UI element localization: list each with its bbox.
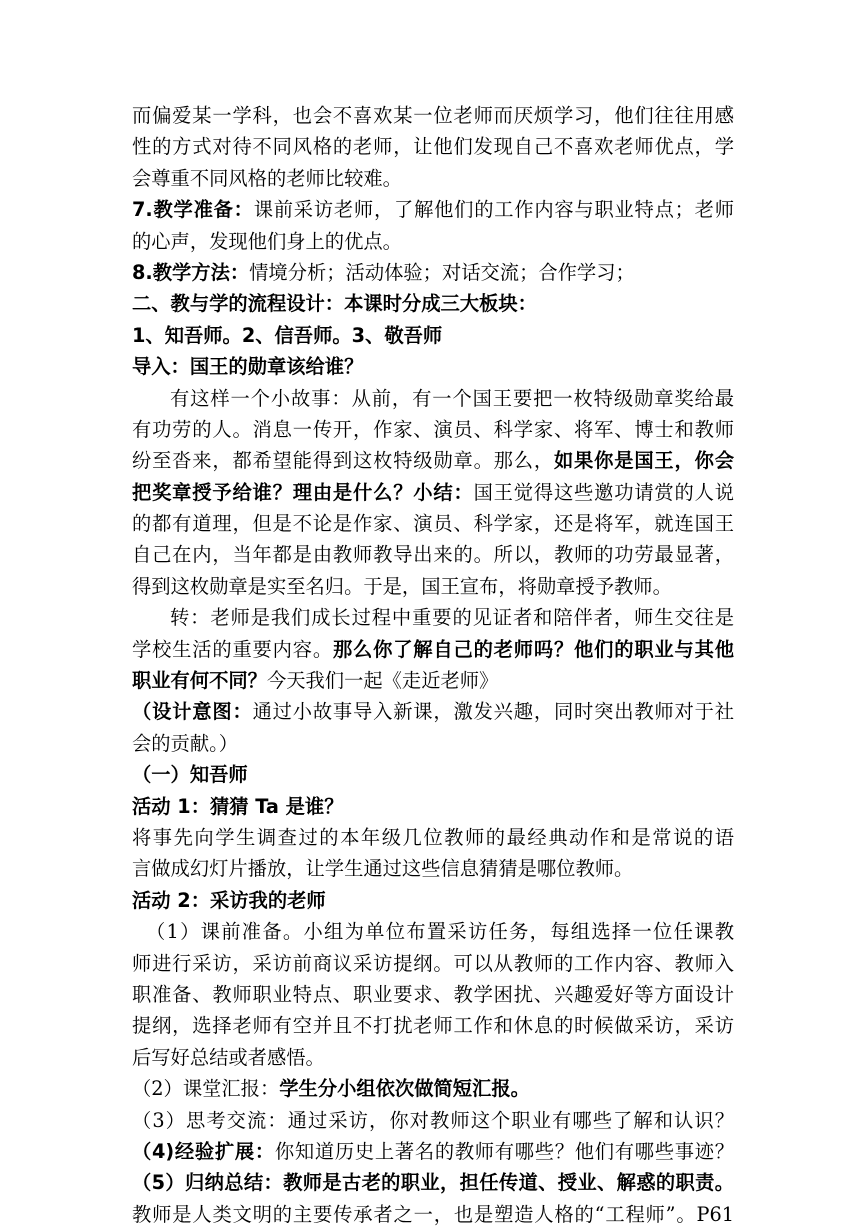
story-line: 得到这枚勋章是实至名归。于是，国王宣布，将勋章授予教师。 [132, 574, 672, 598]
transition-text: 今天我们一起《走近老师》 [266, 669, 499, 693]
text-line: 而偏爱某一学科，也会不喜欢某一位老师而厌烦学习，他们往往用感 [132, 104, 734, 127]
activity-line: 教师是人类文明的主要传承者之一，也是塑造人格的“工程师”。P61 [132, 1202, 734, 1226]
design-intent-text: 通过小故事导入新课，激发兴趣，同时突出教师对于社 [252, 700, 734, 724]
intro-heading: 导入：国王的勋章该给谁？ [132, 355, 364, 379]
activity-line: 后写好总结或者感悟。 [132, 1045, 325, 1069]
text-line: 性的方式对待不同风格的老师，让他们发现自己不喜欢老师优点，学 [132, 135, 734, 159]
part-heading: （一）知吾师 [132, 763, 248, 787]
design-intent-line: 会的贡献。） [132, 731, 239, 755]
teaching-prep-line [132, 194, 734, 225]
activity-heading: 活动 2：采访我的老师 [132, 888, 326, 912]
transition-bold-text: 那么你了解自己的老师吗？他们的职业与其他 [332, 637, 734, 661]
story-line [132, 445, 734, 476]
activity-line: 师进行采访，采访前商议采访提纲。可以从教师的工作内容、教师入 [132, 951, 734, 975]
transition-bold-text: 职业有何不同？ [132, 669, 267, 693]
activity-bold-text: 学生分小组依次做简短汇报。 [279, 1077, 530, 1101]
teaching-prep-label: 7.教学准备： [132, 198, 254, 222]
activity-line: （1）课前准备。小组为单位布置采访任务，每组选择一位任课教 [146, 920, 734, 944]
activity-text: 你知道历史上著名的教师有哪些？他们有哪些事迹？ [274, 1139, 734, 1163]
blocks-heading: 1、知吾师。2、信吾师。3、敬吾师 [132, 323, 443, 347]
activity-line: 言做成幻灯片播放，让学生通过这些信息猜猜是哪位教师。 [132, 857, 634, 881]
story-line [132, 477, 734, 508]
design-intent-line [132, 696, 734, 727]
story-line: 自己在内，当年都是由教师教导出来的。所以，教师的功劳最显著， [132, 543, 734, 567]
transition-line [132, 665, 734, 696]
story-line: 有功劳的人。消息一传开，作家、演员、科学家、将军、博士和教师 [132, 417, 734, 441]
teaching-method-line [132, 257, 734, 288]
story-text: 纷至沓来，都希望能得到这枚特级勋章。那么， [132, 449, 554, 473]
text-line: 的心声，发现他们身上的优点。 [132, 229, 402, 253]
story-bold-text: 把奖章授予给谁？理由是什么？小结： [132, 480, 474, 504]
activity-heading: 活动 1：猜猜 Ta 是谁？ [132, 794, 344, 818]
transition-text: 学校生活的重要内容。 [132, 637, 333, 661]
activity-line: （3）思考交流：通过采访，你对教师这个职业有哪些了解和认识？ [132, 1108, 734, 1132]
activity-text: （2）课堂汇报： [132, 1077, 280, 1101]
design-intent-label: （设计意图： [132, 700, 253, 724]
activity-line: 将事先向学生调查过的本年级几位教师的最经典动作和是常说的语 [132, 825, 734, 849]
transition-line: 转：老师是我们成长过程中重要的见证者和陪伴者，师生交往是 [170, 606, 734, 630]
activity-line: 职准备、教师职业特点、职业要求、教学困扰、兴趣爱好等方面设计 [132, 982, 734, 1006]
transition-line [132, 634, 734, 665]
story-text: 国王觉得这些邀功请赏的人说 [473, 480, 734, 504]
story-bold-text: 如果你是国王，你会 [553, 449, 734, 473]
activity-line [132, 1073, 734, 1104]
document-body [132, 100, 734, 1230]
activity-line [132, 1136, 734, 1167]
activity-bold-text: （4)经验扩展： [132, 1139, 275, 1163]
activity-line: 提纲，选择老师有空并且不打扰老师工作和休息的时候做采访，采访 [132, 1014, 734, 1038]
story-line: 的都有道理，但是不论是作家、演员、科学家，还是将军，就连国王 [132, 512, 734, 536]
teaching-prep-text: 课前采访老师，了解他们的工作内容与职业特点；老师 [253, 198, 734, 222]
story-line: 有这样一个小故事：从前，有一个国王要把一枚特级勋章奖给最 [170, 386, 734, 410]
teaching-method-text: 情境分析；活动体验；对话交流；合作学习； [249, 260, 635, 284]
text-line: 会尊重不同风格的老师比较难。 [132, 166, 402, 190]
section-heading: 二、教与学的流程设计：本课时分成三大板块： [132, 292, 537, 316]
activity-line: （5）归纳总结：教师是古老的职业，担任传道、授业、解惑的职责。 [132, 1171, 734, 1195]
teaching-method-label: 8.教学方法： [132, 260, 250, 284]
